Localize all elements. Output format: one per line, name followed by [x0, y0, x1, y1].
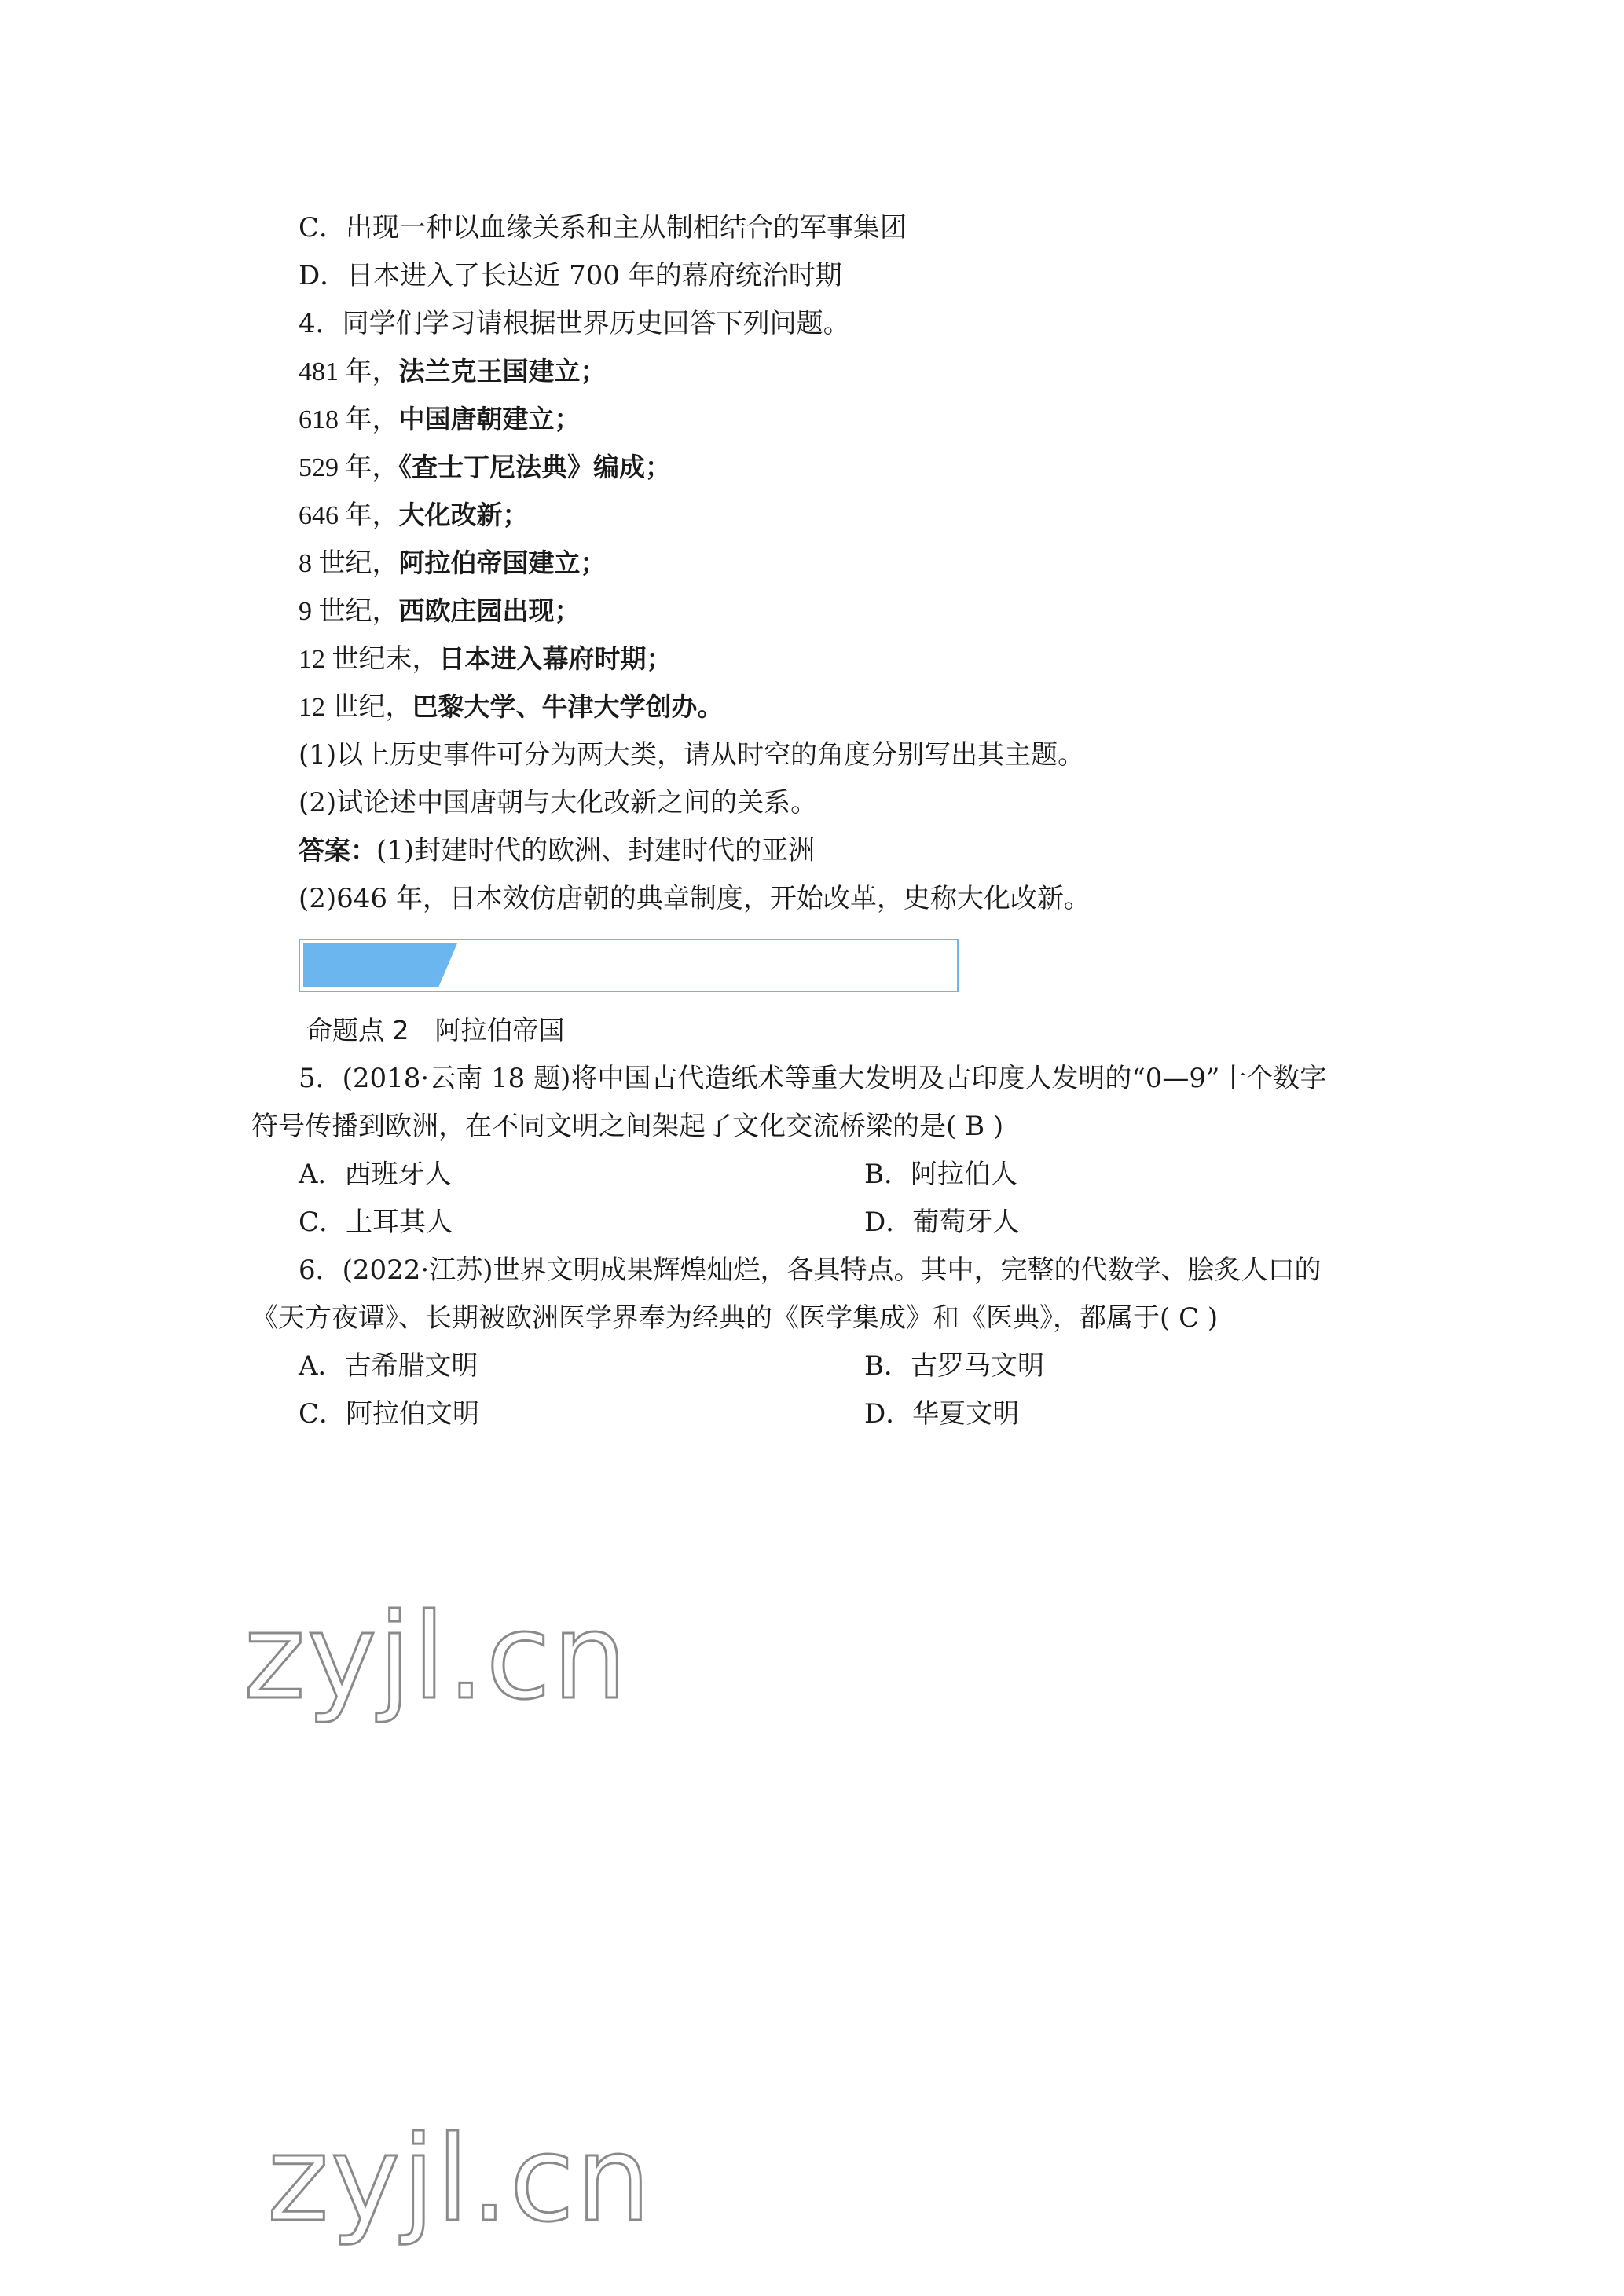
event-text: 法兰克王国建立；	[398, 356, 607, 386]
q5-option-d: D．葡萄牙人	[864, 1207, 1020, 1238]
banner-stripe	[303, 943, 457, 987]
sub-question-1: (1)以上历史事件可分为两大类，请从时空的角度分别写出其主题。	[299, 739, 1085, 771]
event-year: 646 年，	[299, 501, 399, 530]
question-4-stem: 4．同学们学习请根据世界历史回答下列问题。	[299, 308, 850, 339]
banner-stripe-icon	[300, 940, 957, 991]
question-6-line-1: 6．(2022·江苏)世界文明成果辉煌灿烂，各具特点。其中，完整的代数学、脍炙人口的	[299, 1254, 1322, 1286]
event-item	[299, 450, 671, 485]
q6-option-a: A．古希腊文明	[299, 1350, 478, 1382]
question-6-line-2: 《天方夜谭》、长期被欧洲医学界奉为经典的《医学集成》和《医典》，都属于( C )	[251, 1302, 1219, 1334]
event-year: 12 世纪末，	[299, 645, 439, 674]
event-text: 大化改新；	[398, 500, 529, 530]
answer-text: (1)封建时代的欧洲、封建时代的亚洲	[376, 835, 816, 866]
event-text: 西欧庄园出现；	[398, 595, 581, 626]
sub-question-2: (2)试论述中国唐朝与大化改新之间的关系。	[299, 787, 818, 818]
q5-option-c: C．土耳其人	[299, 1207, 453, 1238]
event-item	[299, 546, 607, 581]
event-item	[299, 642, 673, 677]
question-5-line-2: 符号传播到欧洲，在不同文明之间架起了文化交流桥梁的是( B )	[251, 1111, 1004, 1142]
event-year: 12 世纪，	[299, 693, 412, 722]
watermark-text: zyjl.cn	[244, 1589, 629, 1726]
event-text: 阿拉伯帝国建立；	[398, 547, 607, 578]
question-5-line-1: 5．(2018·云南 18 题)将中国古代造纸术等重大发明及古印度人发明的“0—9”十个数字	[299, 1063, 1327, 1094]
event-item	[299, 498, 529, 533]
q5-option-b: B．阿拉伯人	[864, 1159, 1017, 1190]
event-item	[299, 402, 581, 438]
event-item	[299, 354, 607, 390]
answer-line-1	[299, 833, 815, 868]
section-title: 命题点 2 阿拉伯帝国	[306, 1015, 565, 1045]
answer-line-2: (2)646 年，日本效仿唐朝的典章制度，开始改革，史称大化改新。	[299, 883, 1091, 914]
q6-option-d: D．华夏文明	[864, 1398, 1020, 1430]
event-year: 529 年，	[299, 453, 399, 482]
event-item	[299, 594, 581, 629]
event-item	[299, 690, 724, 725]
event-year: 9 世纪，	[299, 597, 399, 626]
q5-option-a: A．西班牙人	[299, 1159, 452, 1190]
event-text: 中国唐朝建立；	[398, 404, 581, 434]
option-c-text: C．出现一种以血缘关系和主从制相结合的军事集团	[299, 212, 907, 244]
event-text: 巴黎大学、牛津大学创办。	[412, 691, 724, 722]
q6-option-b: B．古罗马文明	[864, 1350, 1044, 1382]
section-banner	[299, 939, 959, 992]
watermark-text: zyjl.cn	[267, 2111, 653, 2248]
event-year: 618 年，	[299, 405, 399, 434]
event-year: 481 年，	[299, 357, 399, 386]
event-text: 《查士丁尼法典》编成；	[398, 452, 671, 482]
event-year: 8 世纪，	[299, 549, 399, 578]
event-text: 日本进入幕府时期；	[438, 643, 673, 674]
option-d-text: D．日本进入了长达近 700 年的幕府统治时期	[299, 260, 842, 291]
answer-label: 答案：	[299, 835, 376, 866]
q6-option-c: C．阿拉伯文明	[299, 1398, 480, 1430]
